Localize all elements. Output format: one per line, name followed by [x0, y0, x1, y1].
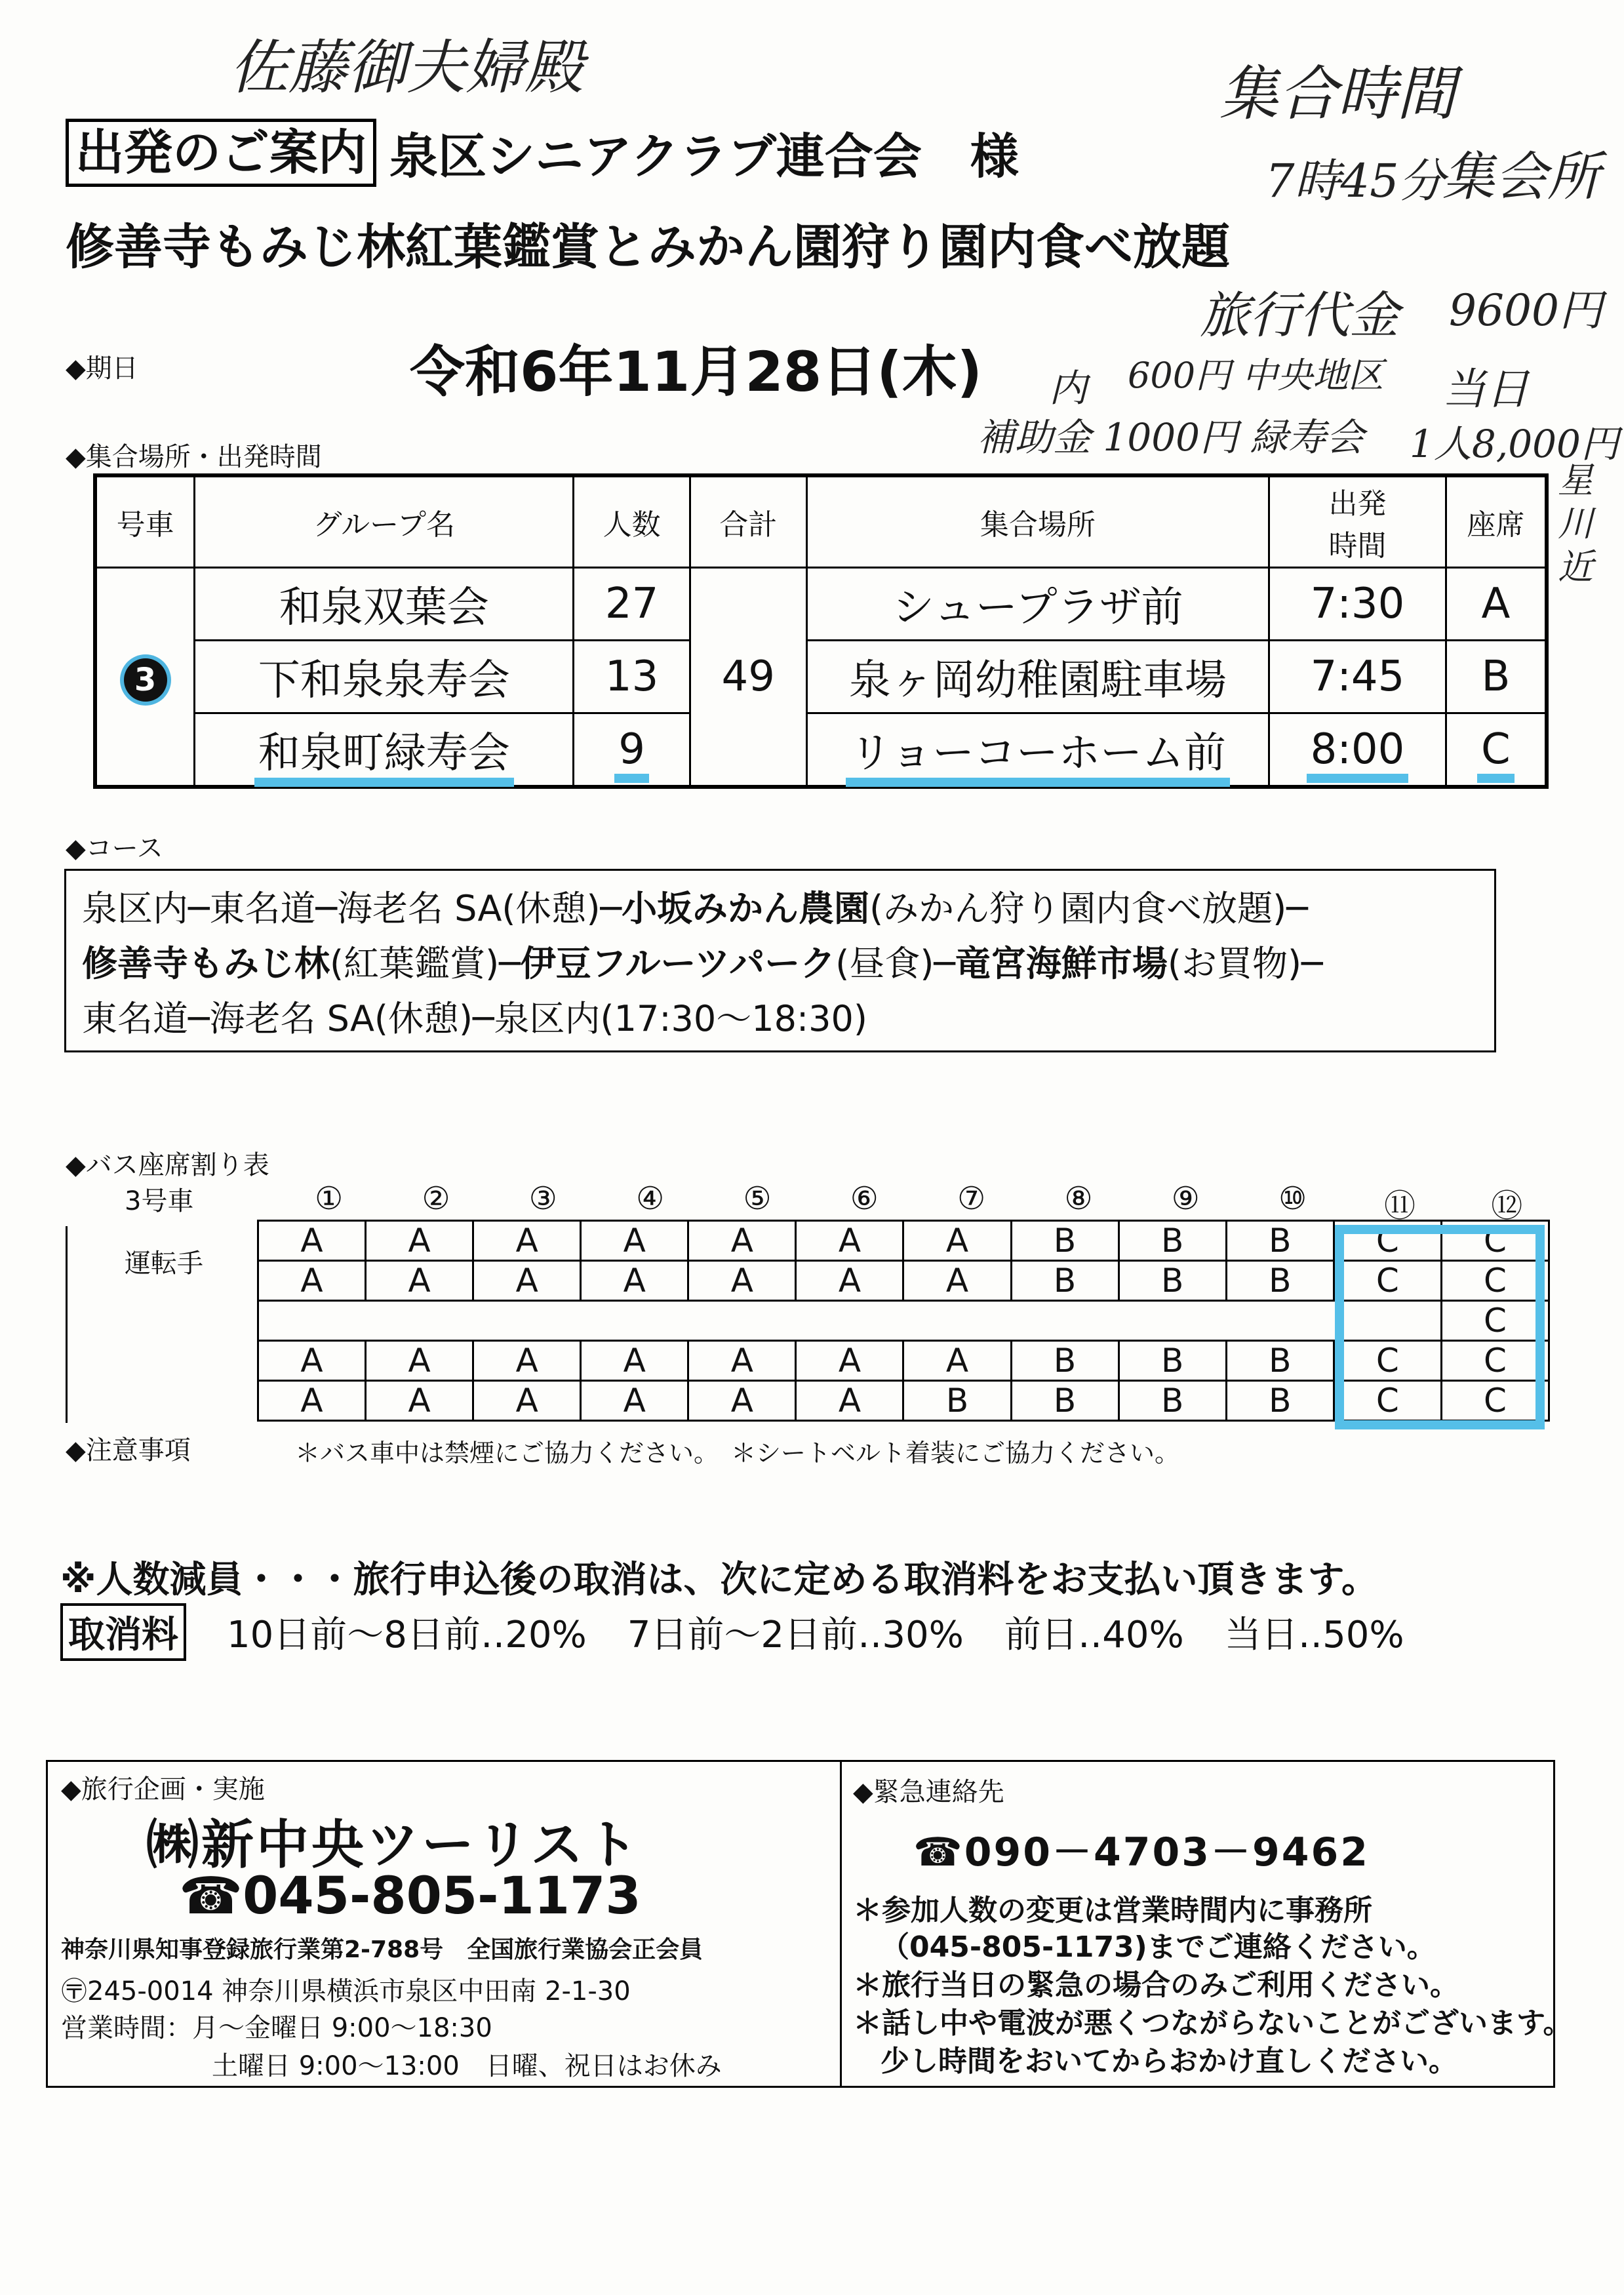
seat-cell: C — [1334, 1381, 1441, 1421]
chart-divider — [66, 1226, 68, 1423]
car-number-cell — [95, 568, 195, 788]
highlight-mark — [1335, 1225, 1545, 1429]
cancellation-label: 取消料 — [60, 1603, 186, 1661]
seat-block: C — [1477, 725, 1515, 783]
course-line-3: 東名道─海老名 SA(休憩)─泉区内(17:30～18:30) — [82, 998, 867, 1039]
emergency-note-1: ＊参加人数の変更は営業時間内に事務所 — [853, 1894, 1372, 1927]
table-row — [95, 713, 1547, 788]
meeting-header-row — [95, 475, 1547, 568]
seat-cell — [796, 1301, 903, 1341]
meeting-place: 泉ヶ岡幼稚園駐車場 — [806, 641, 1269, 713]
notes-section-label: ◆注意事項 — [66, 1435, 191, 1466]
course-segment: (お買物)─ — [1167, 943, 1323, 984]
club-name: 泉区シニアクラブ連合会 様 — [389, 129, 1019, 185]
seat-cell — [366, 1301, 473, 1341]
seat-cell: B — [1226, 1261, 1334, 1301]
seat-cell: C — [1441, 1341, 1549, 1381]
group-count: 13 — [574, 641, 690, 713]
departure-guide-label: 出発のご案内 — [66, 119, 376, 187]
handwritten-side-note: 星川近 — [1558, 460, 1593, 588]
seat-cell — [258, 1301, 366, 1341]
seat-cell: A — [473, 1381, 581, 1421]
car-label: 3号車 — [125, 1186, 194, 1216]
course-segment: (昼食)─ — [835, 943, 955, 984]
seat-cell: B — [1119, 1221, 1226, 1261]
seat-cell — [473, 1301, 581, 1341]
seat-cell: A — [688, 1261, 796, 1301]
seat-cell: C — [1441, 1381, 1549, 1421]
meeting-place: リョーコーホーム前 — [846, 729, 1230, 787]
seat-cell: A — [688, 1381, 796, 1421]
seat-cell: C — [1334, 1341, 1441, 1381]
emergency-section-label: ◆緊急連絡先 — [853, 1777, 1004, 1807]
meeting-table — [93, 473, 1549, 789]
seat-cell: B — [1011, 1341, 1119, 1381]
date-label: ◆期日 — [66, 353, 138, 384]
header-time — [1269, 475, 1446, 568]
seat-cell: A — [688, 1221, 796, 1261]
emergency-note-1b: （045-805-1173)までご連絡ください。 — [881, 1930, 1436, 1964]
header-group: グループ名 — [195, 475, 574, 568]
cancellation-fee: 7日前～2日前‥30% — [627, 1614, 964, 1656]
group-name: 和泉町緑寿会 — [254, 729, 514, 787]
meeting-section-label: ◆集合場所・出発時間 — [66, 442, 322, 472]
agency-section-label: ◆旅行企画・実施 — [61, 1774, 265, 1805]
row-number: ⑪ — [1383, 1187, 1416, 1224]
seat-cell — [903, 1301, 1011, 1341]
seat-cell: B — [1011, 1261, 1119, 1301]
seat-cell: C — [1334, 1221, 1441, 1261]
meeting-place-cell — [806, 713, 1269, 788]
table-row — [95, 568, 1547, 641]
row-number: ③ — [528, 1180, 557, 1217]
seat-cell: A — [366, 1341, 473, 1381]
seat-cell — [1119, 1301, 1226, 1341]
course-stop-market: 竜宮海鮮市場 — [955, 943, 1168, 984]
seat-block-cell — [1446, 713, 1547, 788]
group-count: 9 — [614, 725, 649, 783]
seat-cell: B — [1011, 1221, 1119, 1261]
seat-cell: A — [473, 1341, 581, 1381]
row-number: ⑫ — [1491, 1187, 1523, 1224]
header — [66, 118, 1019, 188]
cancellation-headline: ※人数減員・・・旅行申込後の取消は、次に定める取消料をお支払い頂きます。 — [60, 1559, 1378, 1601]
course-line-2 — [82, 936, 1478, 991]
seat-cell: A — [366, 1381, 473, 1421]
table-row — [95, 641, 1547, 713]
footer-box — [46, 1760, 1572, 2088]
row-number: ⑤ — [743, 1180, 772, 1217]
emergency-note-3b: 少し時間をおいてからおかけ直しください。 — [881, 2045, 1457, 2078]
seat-section-label: ◆バス座席割り表 — [66, 1150, 269, 1180]
seat-block: B — [1446, 641, 1547, 713]
driver-label: 運転手 — [125, 1248, 203, 1279]
header-place: 集合場所 — [806, 475, 1269, 568]
course-segment: (紅葉鑑賞)─ — [330, 943, 521, 984]
row-number: ⑥ — [850, 1180, 879, 1217]
header-time-line2: 時間 — [1328, 529, 1387, 563]
seat-cell — [688, 1301, 796, 1341]
seat-cell: A — [796, 1341, 903, 1381]
seat-cell: A — [903, 1261, 1011, 1301]
seat-row-numbers — [275, 1180, 1560, 1226]
seat-cell: B — [1226, 1341, 1334, 1381]
departure-time: 8:00 — [1307, 725, 1409, 783]
agency-name: ㈱新中央ツーリスト — [146, 1814, 641, 1875]
handwritten-assembly-time-label: 集合時間 — [1219, 60, 1456, 129]
seat-cell: B — [1119, 1381, 1226, 1421]
row-number: ① — [315, 1180, 344, 1217]
course-stop-fruit-park: 伊豆フルーツパーク — [520, 943, 836, 984]
seat-cell: B — [1011, 1381, 1119, 1421]
seat-cell: A — [581, 1261, 688, 1301]
seat-cell: A — [581, 1341, 688, 1381]
agency-registration: 神奈川県知事登録旅行業第2-788号 全国旅行業協会正会員 — [61, 1936, 703, 1963]
seat-cell: A — [258, 1341, 366, 1381]
departure-time-cell — [1269, 713, 1446, 788]
group-name-cell — [195, 713, 574, 788]
seat-cell: A — [258, 1221, 366, 1261]
group-name: 和泉双葉会 — [195, 568, 574, 641]
tour-date: 令和6年11月28日(木) — [410, 340, 983, 404]
seat-cell: A — [796, 1221, 903, 1261]
header-seat: 座席 — [1446, 475, 1547, 568]
handwritten-same-day-label: 当日 — [1442, 364, 1529, 414]
row-number: ⑩ — [1278, 1180, 1307, 1217]
group-count-cell — [574, 713, 690, 788]
course-box — [64, 869, 1496, 1052]
handwritten-same-day-fee: 1人8,000円 — [1410, 422, 1619, 466]
header-count: 人数 — [574, 475, 690, 568]
emergency-phone: ☎090－4703－9462 — [913, 1829, 1370, 1875]
course-line-1 — [82, 881, 1478, 936]
handwritten-fee: 9600円 — [1449, 285, 1602, 336]
seat-cell: A — [258, 1261, 366, 1301]
cancellation-fee: 前日‥40% — [1004, 1614, 1184, 1656]
handwritten-fee-label: 旅行代金 — [1200, 286, 1399, 344]
agency-hours-weekend: 土曜日 9:00～13:00 日曜、祝日はお休み — [212, 2051, 722, 2081]
seat-cell: C — [1334, 1261, 1441, 1301]
seat-block: A — [1446, 568, 1547, 641]
agency-hours-weekday: 営業時間：月～金曜日 9:00～18:30 — [61, 2013, 492, 2043]
seat-cell: A — [581, 1221, 688, 1261]
total-count: 49 — [690, 568, 806, 788]
header-total: 合計 — [690, 475, 806, 568]
tour-title: 修善寺もみじ林紅葉鑑賞とみかん園狩り園内食べ放題 — [66, 219, 1230, 275]
course-stop-shuzenji: 修善寺もみじ林 — [82, 943, 330, 984]
seat-cell: A — [366, 1221, 473, 1261]
seat-cell — [581, 1301, 688, 1341]
cancellation-fee: 10日前～8日前‥20% — [227, 1614, 587, 1656]
handwritten-assembly-time: 7時45分 — [1265, 154, 1445, 208]
seat-cell: A — [366, 1261, 473, 1301]
header-car: 号車 — [95, 475, 195, 568]
handwritten-fee-prefix: 内 — [1049, 366, 1088, 410]
seat-cell: B — [903, 1381, 1011, 1421]
seat-cell: A — [258, 1381, 366, 1421]
handwritten-fee-line2: 補助金 1000円 緑寿会 — [977, 415, 1364, 460]
seat-cell: A — [903, 1221, 1011, 1261]
departure-time: 7:30 — [1269, 568, 1446, 641]
footer-divider — [840, 1762, 842, 2086]
seat-cell: B — [1119, 1341, 1226, 1381]
car-number: 3 — [124, 658, 167, 702]
notes-text: ＊バス車中は禁煙にご協力ください。 ＊シートベルト着装にご協力ください。 — [295, 1439, 1180, 1467]
seat-cell: A — [903, 1341, 1011, 1381]
departure-time: 7:45 — [1269, 641, 1446, 713]
header-time-line1: 出発 — [1328, 487, 1387, 521]
seat-cell: A — [581, 1381, 688, 1421]
agency-phone: ☎045-805-1173 — [179, 1867, 641, 1926]
agency-address: 〶245-0014 神奈川県横浜市泉区中田南 2-1-30 — [61, 1976, 631, 2006]
row-number: ⑧ — [1064, 1180, 1093, 1217]
course-segment: (みかん狩り園内食べ放題)─ — [869, 888, 1308, 929]
emergency-note-3: ＊話し中や電波が悪くつながらないことがございます。 — [853, 2006, 1572, 2040]
seat-cell: A — [473, 1261, 581, 1301]
course-stop-orchard: 小坂みかん農園 — [622, 888, 870, 929]
meeting-place: シュープラザ前 — [806, 568, 1269, 641]
seat-cell: A — [796, 1381, 903, 1421]
seat-cell: C — [1441, 1261, 1549, 1301]
row-number: ⑨ — [1171, 1180, 1200, 1217]
row-number: ④ — [636, 1180, 665, 1217]
seat-cell: B — [1226, 1221, 1334, 1261]
group-count: 27 — [574, 568, 690, 641]
seat-cell: A — [473, 1221, 581, 1261]
seat-cell — [1011, 1301, 1119, 1341]
seat-cell: A — [688, 1341, 796, 1381]
row-number: ② — [422, 1180, 450, 1217]
seat-cell: C — [1441, 1301, 1549, 1341]
seat-cell: B — [1119, 1261, 1226, 1301]
handwritten-fee-line1: 600円 中央地区 — [1128, 355, 1384, 396]
group-name: 下和泉泉寿会 — [195, 641, 574, 713]
row-number: ⑦ — [957, 1180, 986, 1217]
cancellation-fees — [60, 1603, 1404, 1661]
cancellation-fee: 当日‥50% — [1224, 1614, 1404, 1656]
handwritten-recipient: 佐藤御夫婦殿 — [229, 33, 584, 102]
seat-cell — [1226, 1301, 1334, 1341]
seat-cell: A — [796, 1261, 903, 1301]
emergency-note-2: ＊旅行当日の緊急の場合のみご利用ください。 — [853, 1968, 1459, 2002]
seat-cell: B — [1226, 1381, 1334, 1421]
course-section-label: ◆コース — [66, 833, 163, 864]
seat-cell: C — [1441, 1221, 1549, 1261]
handwritten-assembly-place: 集会所 — [1442, 146, 1600, 207]
course-segment: 泉区内─東名道─海老名 SA(休憩)─ — [82, 888, 622, 929]
